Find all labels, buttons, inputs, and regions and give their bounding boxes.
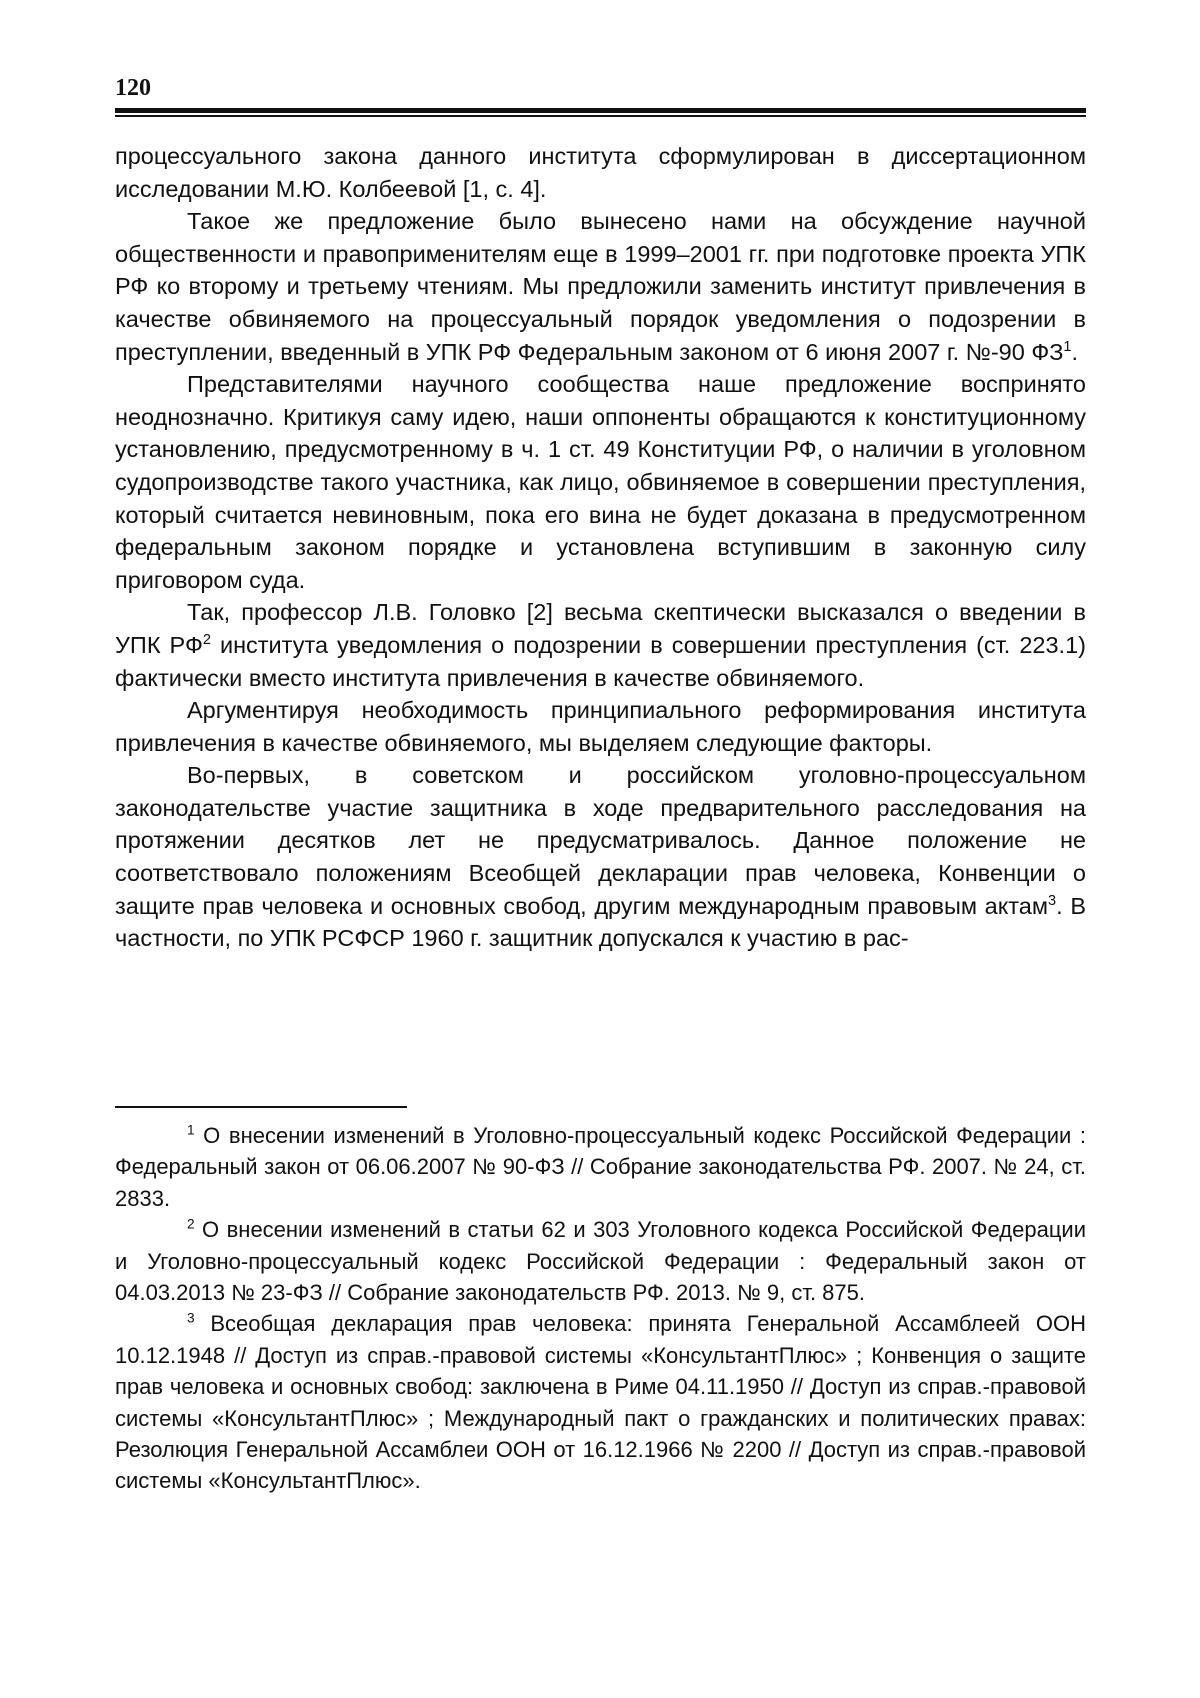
paragraph-5 (115, 694, 1086, 759)
footnote-3 (115, 1308, 1086, 1496)
body-text (115, 140, 1086, 955)
paragraph-5-text: Аргументируя необходимость принципиального реформирования института привлечения в качестве обвиняемого, мы выделяем следующие факторы. (115, 697, 1086, 756)
footnote-1-mark: 1 (187, 1122, 195, 1138)
paragraph-6-tail: . В частности, по УПК РСФСР 1960 г. защитник допускался к участию в рас- (115, 892, 1087, 952)
paragraph-2-text: Такое же предложение было вынесено нами на обсуждение научной общественности и правоприменителям еще в 1999–2001 гг. при подготовке проекта УПК РФ ко второму и третьему чтениям. Мы предложили заменить институт привлечения в качестве обвиняемого на процессуальный порядок уведомления о подозрении в преступлении, введенный в УПК РФ Федеральным законом от 6 июня 2007 г. №-90 ФЗ (115, 208, 1086, 365)
footnote-ref-3[interactable]: 3 (1048, 892, 1057, 909)
paragraph-4-text: Так, профессор Л.В. Головко [2] весьма скептически высказался о введении в УПК РФ (115, 599, 1086, 658)
footnote-2-text: О внесении изменений в статьи 62 и 303 Уголовного кодекса Российской Федерации и Уголовно-процессуальный кодекс Российской Федерации : Федеральный закон от 04.03.2013 № 23-ФЗ // Собрание законодательств РФ. 2013. № 9, ст. 875. (115, 1217, 1086, 1306)
paragraph-2 (115, 205, 1086, 368)
paragraph-2-tail: . (1071, 338, 1079, 365)
footnote-ref-1[interactable]: 1 (1063, 338, 1072, 355)
paragraph-4 (115, 596, 1086, 694)
footnote-divider (115, 1106, 407, 1108)
paragraph-6 (115, 759, 1086, 955)
footnote-ref-2[interactable]: 2 (202, 632, 211, 649)
footnotes (115, 1120, 1086, 1497)
paragraph-1 (115, 140, 1086, 205)
paragraph-1-text: процессуального закона данного института сформулирован в диссертационном исследовании М.Ю. Колбеевой [1, с. 4]. (115, 143, 1086, 202)
footnote-2 (115, 1214, 1086, 1308)
paragraph-3-text: Представителями научного сообщества наше предложение воспринято неоднозначно. Критикуя саму идею, наши оппоненты обращаются к конституционному установлению, предусмотренному в ч. 1 ст. 49 Конституции РФ, о наличии в уголовном судопроизводстве такого участника, как лицо, обвиняемое в совершении преступления, который считается невиновным, пока его вина не будет доказана в предусмотренном федеральным законом порядке и установлена вступившим в законную силу приговором суда. (115, 371, 1086, 593)
page-number: 120 (115, 75, 151, 101)
footnote-2-mark: 2 (187, 1216, 195, 1232)
footnote-3-mark: 3 (187, 1311, 195, 1327)
paragraph-4-tail: института уведомления о подозрении в совершении преступления (ст. 223.1) фактически вместо института привлечения в качестве обвиняемого. (115, 631, 1086, 691)
footnote-1 (115, 1120, 1086, 1214)
header-rule-thick (115, 108, 1086, 113)
footnote-3-text: Всеобщая декларация прав человека: принята Генеральной Ассамблеей ООН 10.12.1948 // Доступ из справ.-правовой системы «КонсультантПлюс» ; Конвенция о защите прав человека и основных свобод: заключена в Риме 04.11.1950 // Доступ из справ.-правовой системы «КонсультантПлюс» ; Международный пакт о гражданских и политических правах: Резолюция Генеральной Ассамблеи ООН от 16.12.1966 № 2200 // Доступ из справ.-правовой системы «КонсультантПлюс». (115, 1311, 1086, 1494)
paragraph-3 (115, 368, 1086, 596)
header-rule-thin (115, 115, 1086, 117)
paragraph-6-text: Во-первых, в советском и российском уголовно-процессуальном законодательстве участие защитника в ходе предварительного расследования на протяжении десятков лет не предусматривалось. Данное положение не соответствовало положениям Всеобщей декларации прав человека, Конвенции о защите прав человека и основных свобод, другим международным правовым актам (115, 762, 1086, 919)
footnote-1-text: О внесении изменений в Уголовно-процессуальный кодекс Российской Федерации : Федеральный закон от 06.06.2007 № 90-ФЗ // Собрание законодательства РФ. 2007. № 24, ст. 2833. (115, 1123, 1086, 1211)
